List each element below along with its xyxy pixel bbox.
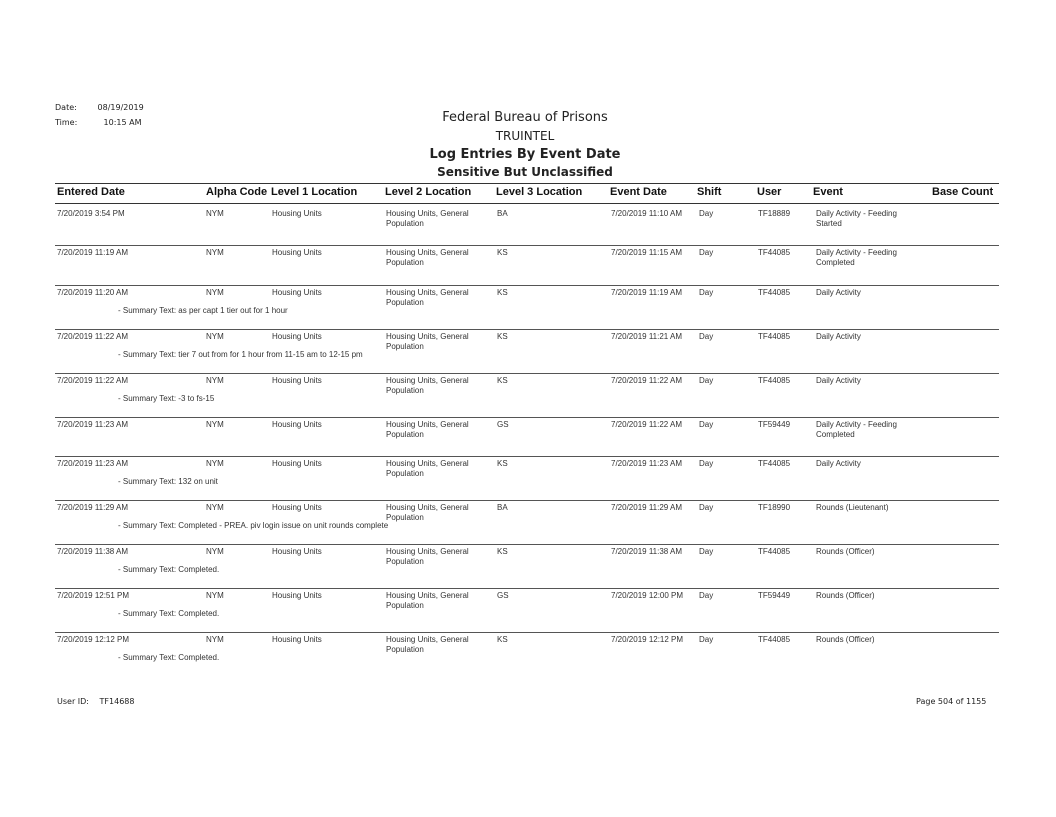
summary-text: - Summary Text: -3 to fs-15 — [118, 394, 215, 403]
level3-cell: KS — [497, 332, 508, 341]
level3-cell: BA — [497, 209, 508, 218]
level2-cell: Housing Units, General Population — [386, 376, 469, 395]
event-cell: Daily Activity — [816, 288, 861, 297]
level3-cell: GS — [497, 420, 509, 429]
event-cell: Rounds (Officer) — [816, 547, 875, 556]
event-date-cell: 7/20/2019 11:29 AM — [611, 503, 683, 512]
event-cell: Daily Activity — [816, 376, 861, 385]
row-separator — [55, 245, 999, 246]
user-cell: TF59449 — [758, 591, 791, 600]
row-separator — [55, 456, 999, 457]
summary-text: - Summary Text: Completed - PREA. piv login issue on unit rounds complete — [118, 521, 389, 530]
summary-text: - Summary Text: 132 on unit — [118, 477, 218, 486]
shift-cell: Day — [699, 459, 714, 468]
report-title: Log Entries By Event Date — [429, 147, 621, 162]
shift-cell: Day — [699, 591, 714, 600]
row-separator — [55, 544, 999, 545]
level1-cell: Housing Units — [272, 547, 322, 556]
level1-cell: Housing Units — [272, 376, 322, 385]
entered-date-cell: 7/20/2019 11:23 AM — [57, 420, 129, 429]
classification-title: Sensitive But Unclassified — [437, 165, 613, 179]
entered-date-cell: 7/20/2019 11:38 AM — [57, 547, 129, 556]
level2-cell: Housing Units, General Population — [386, 635, 469, 654]
report-date — [55, 103, 144, 112]
col-level1: Level 1 Location — [271, 186, 358, 198]
event-cell: Daily Activity - Feeding Completed — [816, 248, 897, 267]
alpha-code-cell: NYM — [206, 288, 224, 297]
user-cell: TF44085 — [758, 332, 791, 341]
time-label: Time: — [55, 118, 78, 127]
date-value: 08/19/2019 — [97, 103, 144, 112]
alpha-code-cell: NYM — [206, 420, 224, 429]
footer-user-id — [57, 697, 134, 706]
event-date-cell: 7/20/2019 11:23 AM — [611, 459, 683, 468]
col-shift: Shift — [697, 186, 722, 198]
alpha-code-cell: NYM — [206, 547, 224, 556]
alpha-code-cell: NYM — [206, 503, 224, 512]
event-cell: Rounds (Officer) — [816, 635, 875, 644]
entered-date-cell: 7/20/2019 12:12 PM — [57, 635, 130, 644]
event-cell: Rounds (Officer) — [816, 591, 875, 600]
user-id-label: User ID: — [57, 697, 89, 706]
alpha-code-cell: NYM — [206, 209, 224, 218]
shift-cell: Day — [699, 635, 714, 644]
summary-text: - Summary Text: Completed. — [118, 653, 220, 662]
level3-cell: KS — [497, 248, 508, 257]
agency-title: Federal Bureau of Prisons — [442, 110, 608, 125]
level2-cell: Housing Units, General Population — [386, 547, 469, 566]
level3-cell: BA — [497, 503, 508, 512]
row-separator — [55, 417, 999, 418]
level2-cell: Housing Units, General Population — [386, 288, 469, 307]
entered-date-cell: 7/20/2019 11:22 AM — [57, 376, 129, 385]
level2-cell: Housing Units, General Population — [386, 503, 469, 522]
entered-date-cell: 7/20/2019 11:23 AM — [57, 459, 129, 468]
level1-cell: Housing Units — [272, 288, 322, 297]
level3-cell: KS — [497, 376, 508, 385]
alpha-code-cell: NYM — [206, 376, 224, 385]
entered-date-cell: 7/20/2019 12:51 PM — [57, 591, 130, 600]
level2-cell: Housing Units, General Population — [386, 332, 469, 351]
col-event-date: Event Date — [610, 186, 667, 198]
col-level2: Level 2 Location — [385, 186, 472, 198]
col-entered-date: Entered Date — [57, 186, 125, 198]
date-label: Date: — [55, 103, 77, 112]
event-date-cell: 7/20/2019 12:12 PM — [611, 635, 684, 644]
time-value: 10:15 AM — [103, 118, 142, 127]
level1-cell: Housing Units — [272, 248, 322, 257]
user-cell: TF59449 — [758, 420, 791, 429]
shift-cell: Day — [699, 503, 714, 512]
level1-cell: Housing Units — [272, 209, 322, 218]
header-bottom-rule — [55, 203, 999, 204]
user-cell: TF18889 — [758, 209, 791, 218]
event-date-cell: 7/20/2019 11:15 AM — [611, 248, 683, 257]
summary-text: - Summary Text: Completed. — [118, 609, 220, 618]
event-date-cell: 7/20/2019 11:10 AM — [611, 209, 683, 218]
event-date-cell: 7/20/2019 11:22 AM — [611, 376, 683, 385]
alpha-code-cell: NYM — [206, 459, 224, 468]
level3-cell: KS — [497, 459, 508, 468]
shift-cell: Day — [699, 288, 714, 297]
alpha-code-cell: NYM — [206, 591, 224, 600]
event-date-cell: 7/20/2019 11:22 AM — [611, 420, 683, 429]
shift-cell: Day — [699, 248, 714, 257]
level3-cell: KS — [497, 547, 508, 556]
user-cell: TF18990 — [758, 503, 791, 512]
event-cell: Daily Activity - Feeding Started — [816, 209, 897, 228]
level2-cell: Housing Units, General Population — [386, 459, 469, 478]
alpha-code-cell: NYM — [206, 332, 224, 341]
header-top-rule — [55, 183, 999, 184]
level1-cell: Housing Units — [272, 503, 322, 512]
user-cell: TF44085 — [758, 376, 791, 385]
event-date-cell: 7/20/2019 11:38 AM — [611, 547, 683, 556]
alpha-code-cell: NYM — [206, 635, 224, 644]
level2-cell: Housing Units, General Population — [386, 248, 469, 267]
event-cell: Daily Activity — [816, 332, 861, 341]
entered-date-cell: 7/20/2019 11:29 AM — [57, 503, 129, 512]
row-separator — [55, 285, 999, 286]
user-cell: TF44085 — [758, 635, 791, 644]
level2-cell: Housing Units, General Population — [386, 591, 469, 610]
user-id-value: TF14688 — [99, 697, 135, 706]
level1-cell: Housing Units — [272, 332, 322, 341]
level3-cell: GS — [497, 591, 509, 600]
event-cell: Daily Activity - Feeding Completed — [816, 420, 897, 439]
col-user: User — [757, 186, 782, 198]
event-cell: Daily Activity — [816, 459, 861, 468]
entered-date-cell: 7/20/2019 11:19 AM — [57, 248, 129, 257]
shift-cell: Day — [699, 547, 714, 556]
col-event: Event — [813, 186, 843, 198]
event-date-cell: 7/20/2019 11:21 AM — [611, 332, 683, 341]
row-separator — [55, 373, 999, 374]
summary-text: - Summary Text: Completed. — [118, 565, 220, 574]
level3-cell: KS — [497, 288, 508, 297]
level1-cell: Housing Units — [272, 635, 322, 644]
summary-text: - Summary Text: tier 7 out from for 1 hour from 11-15 am to 12-15 pm — [118, 350, 363, 359]
entered-date-cell: 7/20/2019 3:54 PM — [57, 209, 125, 218]
level2-cell: Housing Units, General Population — [386, 420, 469, 439]
shift-cell: Day — [699, 420, 714, 429]
user-cell: TF44085 — [758, 288, 791, 297]
row-separator — [55, 329, 999, 330]
user-cell: TF44085 — [758, 459, 791, 468]
event-cell: Rounds (Lieutenant) — [816, 503, 889, 512]
entered-date-cell: 7/20/2019 11:20 AM — [57, 288, 129, 297]
entered-date-cell: 7/20/2019 11:22 AM — [57, 332, 129, 341]
user-cell: TF44085 — [758, 547, 791, 556]
level1-cell: Housing Units — [272, 459, 322, 468]
shift-cell: Day — [699, 209, 714, 218]
shift-cell: Day — [699, 332, 714, 341]
user-cell: TF44085 — [758, 248, 791, 257]
row-separator — [55, 588, 999, 589]
row-separator — [55, 632, 999, 633]
level3-cell: KS — [497, 635, 508, 644]
level1-cell: Housing Units — [272, 420, 322, 429]
level1-cell: Housing Units — [272, 591, 322, 600]
event-date-cell: 7/20/2019 12:00 PM — [611, 591, 684, 600]
page-number: Page 504 of 1155 — [916, 697, 987, 706]
report-time — [55, 118, 142, 127]
summary-text: - Summary Text: as per capt 1 tier out for 1 hour — [118, 306, 288, 315]
level2-cell: Housing Units, General Population — [386, 209, 469, 228]
col-alpha-code: Alpha Code — [206, 186, 268, 198]
shift-cell: Day — [699, 376, 714, 385]
col-level3: Level 3 Location — [496, 186, 583, 198]
col-base-count: Base Count — [932, 186, 994, 198]
alpha-code-cell: NYM — [206, 248, 224, 257]
event-date-cell: 7/20/2019 11:19 AM — [611, 288, 683, 297]
row-separator — [55, 500, 999, 501]
system-title: TRUINTEL — [495, 129, 555, 143]
